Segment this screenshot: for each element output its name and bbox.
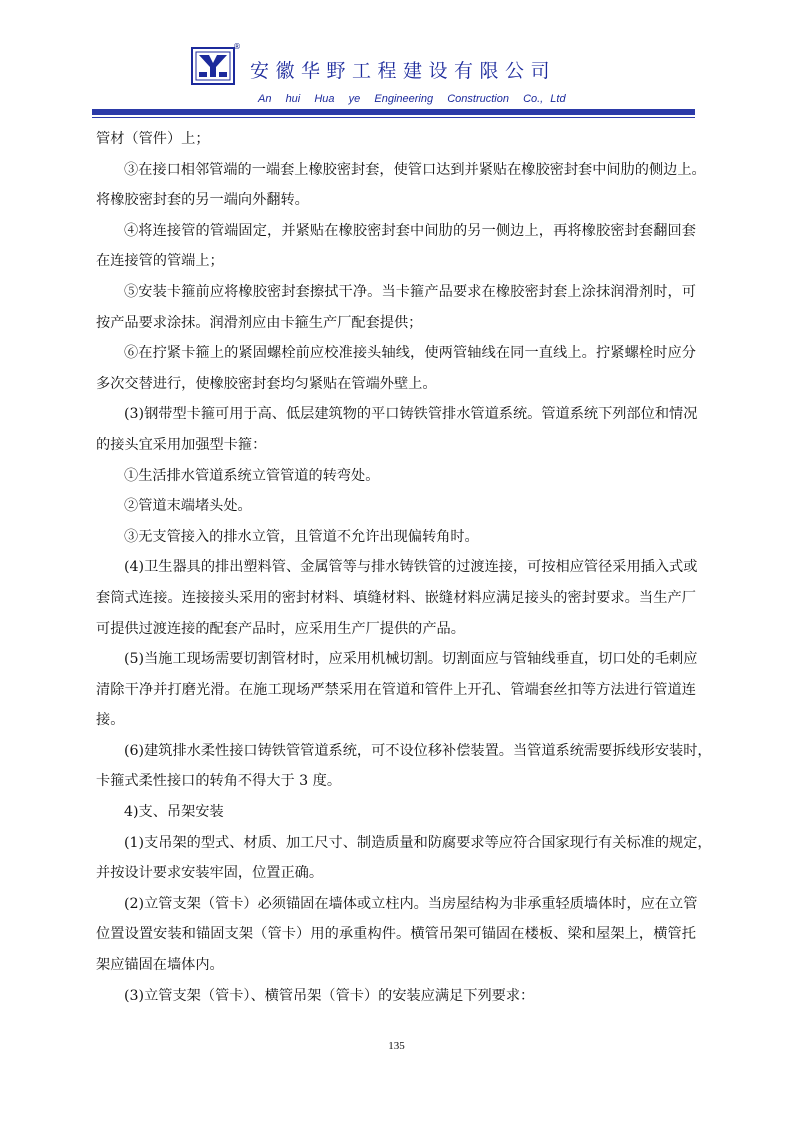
- body-line: ①生活排水管道系统立管管道的转弯处。: [124, 467, 380, 484]
- body-line: (5)当施工现场需要切割管材时，应采用机械切割。切割面应与管轴线垂直，切口处的毛刺应: [124, 651, 698, 668]
- body-line: ⑥在拧紧卡箍上的紧固螺栓前应校准接头轴线，使两管轴线在同一直线上。拧紧螺栓时应分: [124, 345, 696, 362]
- body-line: 在连接管的管端上；: [96, 253, 224, 270]
- body-line: ③在接口相邻管端的一端套上橡胶密封套，使管口达到并紧贴在橡胶密封套中间肋的侧边上。: [124, 161, 706, 178]
- company-name-cn: 安徽华野工程建设有限公司: [250, 60, 557, 82]
- body-line: 清除干净并打磨光滑。在施工现场严禁采用在管道和管件上开孔、管端套丝扣等方法进行管道连: [96, 681, 696, 698]
- company-name-en: An hui Hua ye Engineering Construction Co., Ltd: [258, 93, 566, 105]
- body-line: 管材（管件）上；: [96, 131, 210, 147]
- body-line: ②管道末端堵头处。: [124, 498, 252, 515]
- body-line: 按产品要求涂抹。润滑剂应由卡箍生产厂配套提供；: [96, 314, 423, 331]
- body-line: 并按设计要求安装牢固，位置正确。: [96, 865, 324, 882]
- body-line: (6)建筑排水柔性接口铸铁管管道系统，可不设位移补偿装置。当管道系统需要拆线形安装时，: [124, 742, 712, 759]
- body-line: ⑤安装卡箍前应将橡胶密封套擦拭干净。当卡箍产品要求在橡胶密封套上涂抹润滑剂时，可: [124, 283, 696, 300]
- page-header: [0, 0, 793, 125]
- body-line: (1)支吊架的型式、材质、加工尺寸、制造质量和防腐要求等应符合国家现行有关标准的规定，: [124, 834, 712, 851]
- body-line: 多次交替进行，使橡胶密封套均匀紧贴在管端外壁上。: [96, 375, 437, 392]
- body-line: 可提供过渡连接的配套产品时，应采用生产厂提供的产品。: [96, 620, 465, 637]
- body-line: 将橡胶密封套的另一端向外翻转。: [96, 192, 309, 209]
- body-line: (3)钢带型卡箍可用于高、低层建筑物的平口铸铁管排水管道系统。管道系统下列部位和情况: [124, 406, 698, 423]
- header-rule-thick: [92, 109, 695, 115]
- section-heading: 4)支、吊架安装: [124, 804, 224, 821]
- body-line: (4)卫生器具的排出塑料管、金属管等与排水铸铁管的过渡连接，可按相应管径采用插入式或: [124, 559, 698, 576]
- body-line: ④将连接管的管端固定，并紧贴在橡胶密封套中间肋的另一侧边上，再将橡胶密封套翻回套: [124, 222, 696, 239]
- body-line: 架应锚固在墙体内。: [96, 957, 224, 974]
- body-line: (2)立管支架（管卡）必须锚固在墙体或立柱内。当房屋结构为非承重轻质墙体时，应在立管: [124, 895, 698, 912]
- body-line: 接。: [96, 712, 125, 729]
- header-rule-thin: [92, 117, 695, 118]
- document-body: [96, 124, 712, 1011]
- body-line: 位置设置安装和锚固支架（管卡）用的承重构件。横管吊架可锚固在楼板、梁和屋架上，横管托: [96, 926, 696, 943]
- registered-mark: ®: [233, 42, 241, 51]
- page-number: 135: [388, 1040, 405, 1052]
- body-line: 套筒式连接。连接接头采用的密封材料、填缝材料、嵌缝材料应满足接头的密封要求。当生产厂: [96, 589, 696, 606]
- body-line: (3)立管支架（管卡）、横管吊架（管卡）的安装应满足下列要求：: [124, 987, 535, 1004]
- body-line: ③无支管接入的排水立管，且管道不允许出现偏转角时。: [124, 528, 479, 545]
- body-line: 的接头宜采用加强型卡箍：: [96, 436, 267, 453]
- company-logo-icon: [191, 47, 235, 85]
- body-line: 卡箍式柔性接口的转角不得大于 3 度。: [96, 773, 342, 790]
